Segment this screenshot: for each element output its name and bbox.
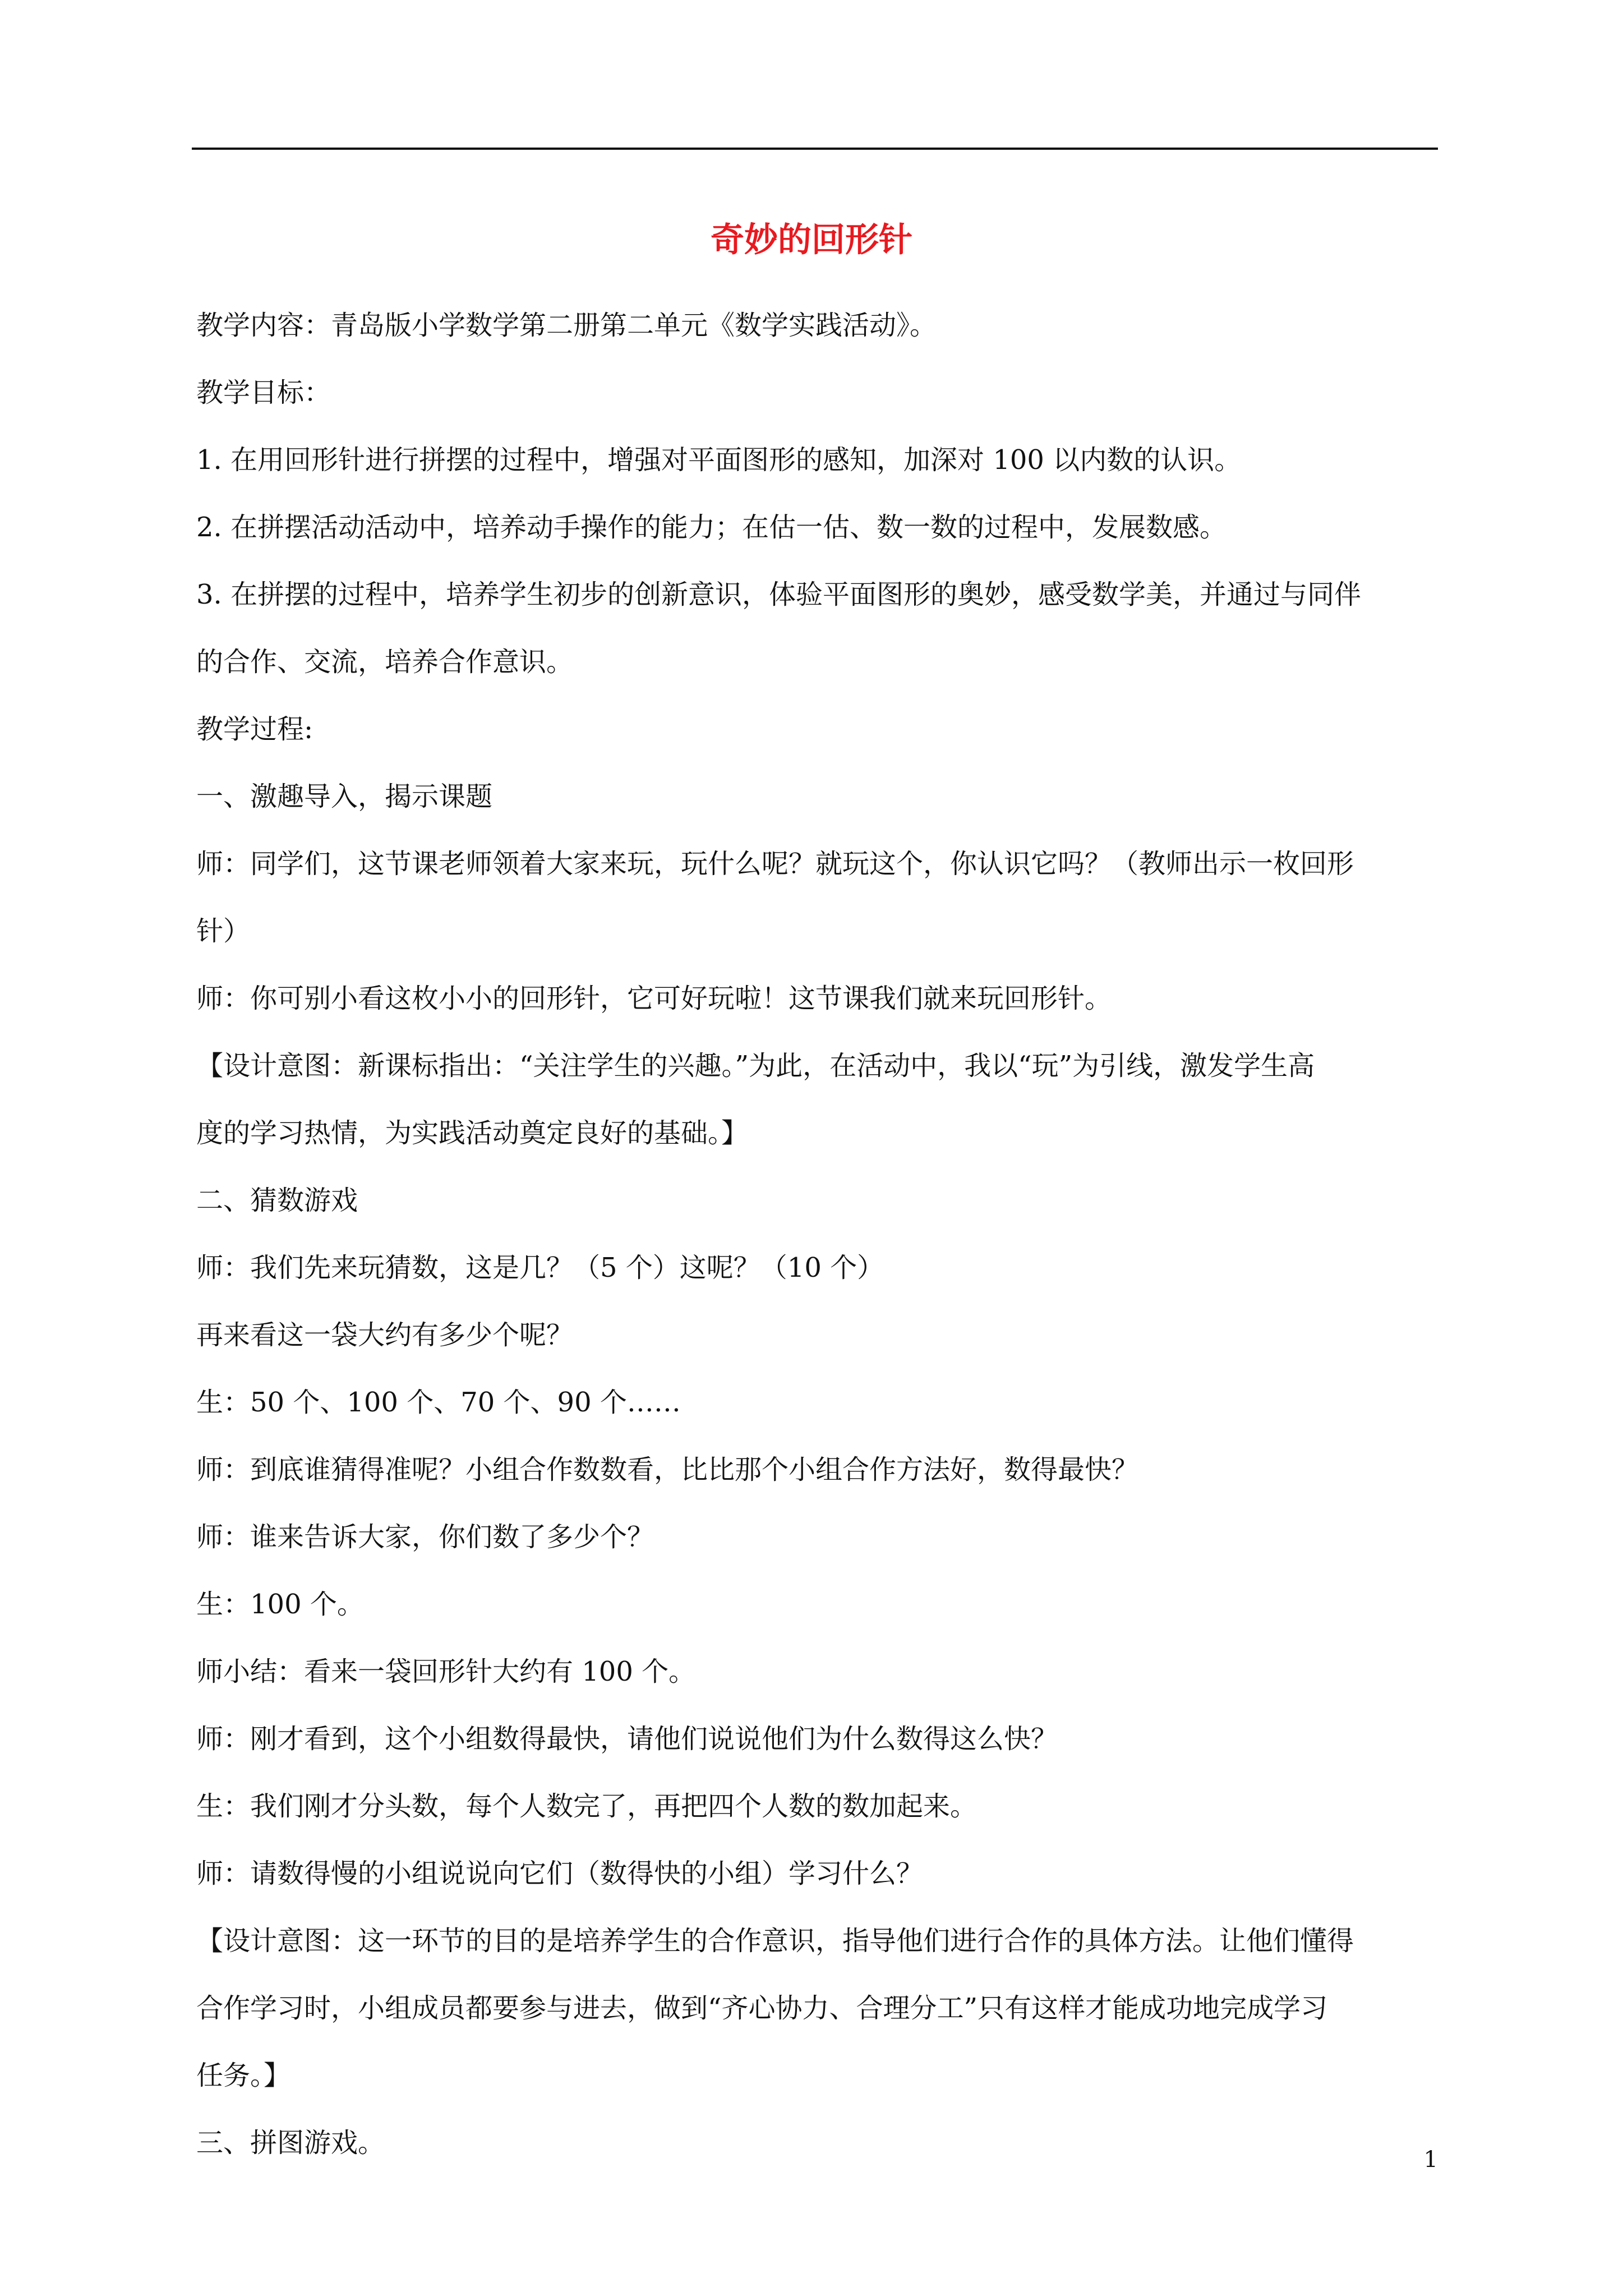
- document-body: [196, 292, 1438, 2177]
- page-number: 1: [1423, 2147, 1438, 2173]
- line-section-1-heading: 一、激趣导入，揭示课题: [196, 781, 493, 812]
- line-teacher-summary: 师小结：看来一袋回形针大约有 100 个。: [196, 1656, 696, 1687]
- line-goal-3-cont: 的合作、交流，培养合作意识。: [196, 646, 574, 678]
- line-student-1: 生：50 个、100 个、70 个、90 个……: [196, 1387, 681, 1418]
- line-design-intent-2: 【设计意图：这一环节的目的是培养学生的合作意识，指导他们进行合作的具体方法。让他们懂得: [196, 1925, 1354, 1957]
- line-teacher-5: 师：谁来告诉大家，你们数了多少个？: [196, 1521, 654, 1553]
- line-section-3-heading: 三、拼图游戏。: [196, 2127, 385, 2159]
- line-teacher-6: 师：刚才看到，这个小组数得最快，请他们说说他们为什么数得这么快？: [196, 1723, 1058, 1755]
- line-teacher-3: 师：我们先来玩猜数，这是几？（5 个）这呢？（10 个）: [196, 1252, 884, 1283]
- line-teaching-content: 教学内容：青岛版小学数学第二册第二单元《数学实践活动》。: [196, 310, 937, 341]
- line-teacher-2: 师：你可别小看这枚小小的回形针，它可好玩啦！这节课我们就来玩回形针。: [196, 983, 1112, 1014]
- line-teacher-4: 师：到底谁猜得准呢？小组合作数数看，比比那个小组合作方法好，数得最快？: [196, 1454, 1139, 1485]
- line-design-intent-2-end: 任务。】: [196, 2060, 291, 2091]
- document-title: 奇妙的回形针: [711, 220, 912, 260]
- line-student-3: 生：我们刚才分头数，每个人数完了，再把四个人数的数加起来。: [196, 1791, 978, 1822]
- line-teaching-process-heading: 教学过程:: [196, 714, 313, 745]
- line-student-2: 生：100 个。: [196, 1589, 364, 1620]
- line-question-bag: 再来看这一袋大约有多少个呢？: [196, 1319, 574, 1351]
- line-teaching-goals-heading: 教学目标：: [196, 377, 331, 408]
- line-design-intent-1: 【设计意图：新课标指出：“关注学生的兴趣。”为此，在活动中，我以“玩”为引线，激发学生高: [196, 1050, 1315, 1082]
- line-design-intent-2-cont: 合作学习时，小组成员都要参与进去，做到“齐心协力、合理分工”只有这样才能成功地完成学习: [196, 1993, 1328, 2024]
- line-design-intent-1-cont: 度的学习热情，为实践活动奠定良好的基础。】: [196, 1117, 749, 1149]
- line-goal-3: 3. 在拼摆的过程中，培养学生初步的创新意识，体验平面图形的奥妙，感受数学美，并通过与同伴: [196, 579, 1362, 610]
- line-section-2-heading: 二、猜数游戏: [196, 1185, 358, 1216]
- line-teacher-7: 师：请数得慢的小组说说向它们（数得快的小组）学习什么？: [196, 1858, 924, 1889]
- line-teacher-1: 师：同学们，这节课老师领着大家来玩，玩什么呢？就玩这个，你认识它吗？（教师出示一枚回形: [196, 848, 1354, 880]
- line-goal-2: 2. 在拼摆活动活动中，培养动手操作的能力；在估一估、数一数的过程中，发展数感。: [196, 512, 1227, 543]
- line-goal-1: 1. 在用回形针进行拼摆的过程中，增强对平面图形的感知，加深对 100 以内数的认识。: [196, 444, 1242, 476]
- header-rule: [192, 148, 1438, 150]
- line-teacher-1-cont: 针）: [196, 915, 251, 947]
